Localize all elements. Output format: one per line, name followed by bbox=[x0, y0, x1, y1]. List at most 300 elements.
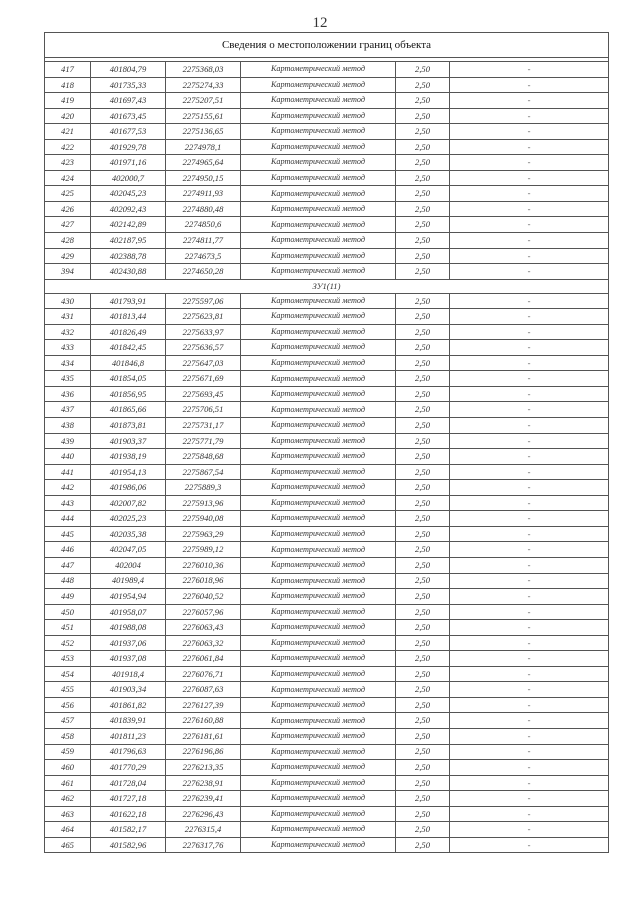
method-cell: Картометрический метод bbox=[241, 542, 396, 558]
x-coordinate-cell: 401770,29 bbox=[91, 760, 166, 776]
description-cell: - bbox=[450, 511, 609, 527]
description-cell: - bbox=[450, 682, 609, 698]
method-cell: Картометрический метод bbox=[241, 744, 396, 760]
x-coordinate-cell: 401673,45 bbox=[91, 108, 166, 124]
accuracy-cell: 2,50 bbox=[396, 464, 450, 480]
x-coordinate-cell: 401903,34 bbox=[91, 682, 166, 698]
table-row bbox=[45, 386, 609, 402]
x-coordinate-cell: 401986,06 bbox=[91, 480, 166, 496]
x-coordinate-cell: 401854,05 bbox=[91, 371, 166, 387]
point-number-cell: 437 bbox=[45, 402, 91, 418]
y-coordinate-cell: 2275207,51 bbox=[166, 93, 241, 109]
point-number-cell: 421 bbox=[45, 124, 91, 140]
table-title-row bbox=[45, 33, 609, 58]
point-number-cell: 453 bbox=[45, 651, 91, 667]
table-row bbox=[45, 604, 609, 620]
x-coordinate-cell: 401989,4 bbox=[91, 573, 166, 589]
accuracy-cell: 2,50 bbox=[396, 542, 450, 558]
method-cell: Картометрический метод bbox=[241, 713, 396, 729]
x-coordinate-cell: 401697,43 bbox=[91, 93, 166, 109]
accuracy-cell: 2,50 bbox=[396, 293, 450, 309]
description-cell: - bbox=[450, 371, 609, 387]
method-cell: Картометрический метод bbox=[241, 791, 396, 807]
description-cell: - bbox=[450, 264, 609, 280]
table-row bbox=[45, 139, 609, 155]
method-cell: Картометрический метод bbox=[241, 155, 396, 171]
point-number-cell: 422 bbox=[45, 139, 91, 155]
method-cell: Картометрический метод bbox=[241, 697, 396, 713]
accuracy-cell: 2,50 bbox=[396, 108, 450, 124]
x-coordinate-cell: 401804,79 bbox=[91, 62, 166, 78]
point-number-cell: 433 bbox=[45, 340, 91, 356]
accuracy-cell: 2,50 bbox=[396, 713, 450, 729]
point-number-cell: 426 bbox=[45, 201, 91, 217]
x-coordinate-cell: 401929,78 bbox=[91, 139, 166, 155]
point-number-cell: 425 bbox=[45, 186, 91, 202]
method-cell: Картометрический метод bbox=[241, 93, 396, 109]
method-cell: Картометрический метод bbox=[241, 495, 396, 511]
x-coordinate-cell: 401903,37 bbox=[91, 433, 166, 449]
y-coordinate-cell: 2276239,41 bbox=[166, 791, 241, 807]
point-number-cell: 451 bbox=[45, 620, 91, 636]
accuracy-cell: 2,50 bbox=[396, 682, 450, 698]
x-coordinate-cell: 401938,19 bbox=[91, 449, 166, 465]
description-cell: - bbox=[450, 760, 609, 776]
point-number-cell: 455 bbox=[45, 682, 91, 698]
y-coordinate-cell: 2275597,06 bbox=[166, 293, 241, 309]
description-cell: - bbox=[450, 744, 609, 760]
table-row bbox=[45, 324, 609, 340]
method-cell: Картометрический метод bbox=[241, 371, 396, 387]
description-cell: - bbox=[450, 806, 609, 822]
accuracy-cell: 2,50 bbox=[396, 666, 450, 682]
description-cell: - bbox=[450, 728, 609, 744]
y-coordinate-cell: 2276213,35 bbox=[166, 760, 241, 776]
point-number-cell: 462 bbox=[45, 791, 91, 807]
method-cell: Картометрический метод bbox=[241, 233, 396, 249]
description-cell: - bbox=[450, 309, 609, 325]
accuracy-cell: 2,50 bbox=[396, 744, 450, 760]
method-cell: Картометрический метод bbox=[241, 139, 396, 155]
x-coordinate-cell: 401873,81 bbox=[91, 418, 166, 434]
table-row bbox=[45, 402, 609, 418]
method-cell: Картометрический метод bbox=[241, 604, 396, 620]
description-cell: - bbox=[450, 62, 609, 78]
point-number-cell: 448 bbox=[45, 573, 91, 589]
accuracy-cell: 2,50 bbox=[396, 233, 450, 249]
method-cell: Картометрический метод bbox=[241, 822, 396, 838]
description-cell: - bbox=[450, 418, 609, 434]
x-coordinate-cell: 401971,16 bbox=[91, 155, 166, 171]
point-number-cell: 444 bbox=[45, 511, 91, 527]
description-cell: - bbox=[450, 77, 609, 93]
y-coordinate-cell: 2275647,03 bbox=[166, 355, 241, 371]
method-cell: Картометрический метод bbox=[241, 108, 396, 124]
table-row bbox=[45, 495, 609, 511]
description-cell: - bbox=[450, 557, 609, 573]
table-row bbox=[45, 293, 609, 309]
point-number-cell: 449 bbox=[45, 589, 91, 605]
table-row bbox=[45, 511, 609, 527]
table-row bbox=[45, 760, 609, 776]
description-cell: - bbox=[450, 822, 609, 838]
accuracy-cell: 2,50 bbox=[396, 186, 450, 202]
accuracy-cell: 2,50 bbox=[396, 589, 450, 605]
x-coordinate-cell: 401811,23 bbox=[91, 728, 166, 744]
y-coordinate-cell: 2275889,3 bbox=[166, 480, 241, 496]
point-number-cell: 454 bbox=[45, 666, 91, 682]
method-cell: Картометрический метод bbox=[241, 77, 396, 93]
accuracy-cell: 2,50 bbox=[396, 449, 450, 465]
accuracy-cell: 2,50 bbox=[396, 93, 450, 109]
method-cell: Картометрический метод bbox=[241, 449, 396, 465]
method-cell: Картометрический метод bbox=[241, 386, 396, 402]
x-coordinate-cell: 401735,33 bbox=[91, 77, 166, 93]
method-cell: Картометрический метод bbox=[241, 248, 396, 264]
accuracy-cell: 2,50 bbox=[396, 371, 450, 387]
table-row bbox=[45, 728, 609, 744]
accuracy-cell: 2,50 bbox=[396, 697, 450, 713]
method-cell: Картометрический метод bbox=[241, 728, 396, 744]
point-number-cell: 463 bbox=[45, 806, 91, 822]
description-cell: - bbox=[450, 93, 609, 109]
x-coordinate-cell: 401582,17 bbox=[91, 822, 166, 838]
description-cell: - bbox=[450, 233, 609, 249]
description-cell: - bbox=[450, 651, 609, 667]
y-coordinate-cell: 2275731,17 bbox=[166, 418, 241, 434]
table-row bbox=[45, 124, 609, 140]
point-number-cell: 428 bbox=[45, 233, 91, 249]
accuracy-cell: 2,50 bbox=[396, 248, 450, 264]
method-cell: Картометрический метод bbox=[241, 124, 396, 140]
point-number-cell: 432 bbox=[45, 324, 91, 340]
x-coordinate-cell: 401937,08 bbox=[91, 651, 166, 667]
point-number-cell: 423 bbox=[45, 155, 91, 171]
boundary-coordinates-table bbox=[44, 32, 609, 853]
y-coordinate-cell: 2275913,96 bbox=[166, 495, 241, 511]
table-row bbox=[45, 557, 609, 573]
table-row bbox=[45, 248, 609, 264]
method-cell: Картометрический метод bbox=[241, 201, 396, 217]
x-coordinate-cell: 402007,82 bbox=[91, 495, 166, 511]
description-cell: - bbox=[450, 495, 609, 511]
y-coordinate-cell: 2276087,63 bbox=[166, 682, 241, 698]
method-cell: Картометрический метод bbox=[241, 806, 396, 822]
accuracy-cell: 2,50 bbox=[396, 526, 450, 542]
y-coordinate-cell: 2276196,86 bbox=[166, 744, 241, 760]
method-cell: Картометрический метод bbox=[241, 340, 396, 356]
y-coordinate-cell: 2276018,96 bbox=[166, 573, 241, 589]
x-coordinate-cell: 402187,95 bbox=[91, 233, 166, 249]
method-cell: Картометрический метод bbox=[241, 293, 396, 309]
table-row bbox=[45, 666, 609, 682]
description-cell: - bbox=[450, 108, 609, 124]
accuracy-cell: 2,50 bbox=[396, 760, 450, 776]
x-coordinate-cell: 402035,38 bbox=[91, 526, 166, 542]
x-coordinate-cell: 401918,4 bbox=[91, 666, 166, 682]
method-cell: Картометрический метод bbox=[241, 433, 396, 449]
group-label: ЗУ1(11) bbox=[45, 279, 609, 293]
y-coordinate-cell: 2275136,65 bbox=[166, 124, 241, 140]
accuracy-cell: 2,50 bbox=[396, 635, 450, 651]
y-coordinate-cell: 2275706,51 bbox=[166, 402, 241, 418]
description-cell: - bbox=[450, 464, 609, 480]
y-coordinate-cell: 2276063,43 bbox=[166, 620, 241, 636]
description-cell: - bbox=[450, 124, 609, 140]
x-coordinate-cell: 402430,88 bbox=[91, 264, 166, 280]
table-row bbox=[45, 433, 609, 449]
x-coordinate-cell: 401861,82 bbox=[91, 697, 166, 713]
table-row bbox=[45, 217, 609, 233]
y-coordinate-cell: 2275989,12 bbox=[166, 542, 241, 558]
description-cell: - bbox=[450, 526, 609, 542]
point-number-cell: 441 bbox=[45, 464, 91, 480]
description-cell: - bbox=[450, 837, 609, 853]
description-cell: - bbox=[450, 697, 609, 713]
accuracy-cell: 2,50 bbox=[396, 775, 450, 791]
table-row bbox=[45, 620, 609, 636]
method-cell: Картометрический метод bbox=[241, 837, 396, 853]
point-number-cell: 427 bbox=[45, 217, 91, 233]
x-coordinate-cell: 401796,63 bbox=[91, 744, 166, 760]
point-number-cell: 419 bbox=[45, 93, 91, 109]
accuracy-cell: 2,50 bbox=[396, 604, 450, 620]
point-number-cell: 424 bbox=[45, 170, 91, 186]
x-coordinate-cell: 401582,96 bbox=[91, 837, 166, 853]
x-coordinate-cell: 401842,45 bbox=[91, 340, 166, 356]
accuracy-cell: 2,50 bbox=[396, 418, 450, 434]
method-cell: Картометрический метод bbox=[241, 418, 396, 434]
y-coordinate-cell: 2275671,69 bbox=[166, 371, 241, 387]
y-coordinate-cell: 2274673,5 bbox=[166, 248, 241, 264]
y-coordinate-cell: 2274880,48 bbox=[166, 201, 241, 217]
description-cell: - bbox=[450, 666, 609, 682]
point-number-cell: 445 bbox=[45, 526, 91, 542]
description-cell: - bbox=[450, 155, 609, 171]
x-coordinate-cell: 401677,53 bbox=[91, 124, 166, 140]
method-cell: Картометрический метод bbox=[241, 355, 396, 371]
y-coordinate-cell: 2274978,1 bbox=[166, 139, 241, 155]
description-cell: - bbox=[450, 791, 609, 807]
description-cell: - bbox=[450, 589, 609, 605]
point-number-cell: 443 bbox=[45, 495, 91, 511]
accuracy-cell: 2,50 bbox=[396, 217, 450, 233]
accuracy-cell: 2,50 bbox=[396, 433, 450, 449]
table-row bbox=[45, 651, 609, 667]
accuracy-cell: 2,50 bbox=[396, 791, 450, 807]
y-coordinate-cell: 2275867,54 bbox=[166, 464, 241, 480]
description-cell: - bbox=[450, 386, 609, 402]
accuracy-cell: 2,50 bbox=[396, 355, 450, 371]
description-cell: - bbox=[450, 449, 609, 465]
accuracy-cell: 2,50 bbox=[396, 837, 450, 853]
y-coordinate-cell: 2275848,68 bbox=[166, 449, 241, 465]
y-coordinate-cell: 2276057,96 bbox=[166, 604, 241, 620]
point-number-cell: 420 bbox=[45, 108, 91, 124]
method-cell: Картометрический метод bbox=[241, 651, 396, 667]
y-coordinate-cell: 2275623,81 bbox=[166, 309, 241, 325]
table-row bbox=[45, 309, 609, 325]
y-coordinate-cell: 2276315,4 bbox=[166, 822, 241, 838]
point-number-cell: 446 bbox=[45, 542, 91, 558]
description-cell: - bbox=[450, 139, 609, 155]
method-cell: Картометрический метод bbox=[241, 775, 396, 791]
point-number-cell: 442 bbox=[45, 480, 91, 496]
method-cell: Картометрический метод bbox=[241, 186, 396, 202]
x-coordinate-cell: 402025,23 bbox=[91, 511, 166, 527]
method-cell: Картометрический метод bbox=[241, 666, 396, 682]
y-coordinate-cell: 2275771,79 bbox=[166, 433, 241, 449]
accuracy-cell: 2,50 bbox=[396, 124, 450, 140]
x-coordinate-cell: 402004 bbox=[91, 557, 166, 573]
table-row bbox=[45, 480, 609, 496]
description-cell: - bbox=[450, 713, 609, 729]
y-coordinate-cell: 2274950,15 bbox=[166, 170, 241, 186]
table-row bbox=[45, 697, 609, 713]
y-coordinate-cell: 2274650,28 bbox=[166, 264, 241, 280]
x-coordinate-cell: 402142,89 bbox=[91, 217, 166, 233]
x-coordinate-cell: 402092,43 bbox=[91, 201, 166, 217]
method-cell: Картометрический метод bbox=[241, 62, 396, 78]
method-cell: Картометрический метод bbox=[241, 635, 396, 651]
x-coordinate-cell: 401958,07 bbox=[91, 604, 166, 620]
x-coordinate-cell: 402045,23 bbox=[91, 186, 166, 202]
table-row bbox=[45, 355, 609, 371]
table-row bbox=[45, 589, 609, 605]
x-coordinate-cell: 401937,06 bbox=[91, 635, 166, 651]
point-number-cell: 452 bbox=[45, 635, 91, 651]
table-row bbox=[45, 170, 609, 186]
y-coordinate-cell: 2276238,91 bbox=[166, 775, 241, 791]
table-row bbox=[45, 806, 609, 822]
x-coordinate-cell: 401865,66 bbox=[91, 402, 166, 418]
table-row bbox=[45, 264, 609, 280]
y-coordinate-cell: 2275963,29 bbox=[166, 526, 241, 542]
x-coordinate-cell: 401954,13 bbox=[91, 464, 166, 480]
method-cell: Картометрический метод bbox=[241, 402, 396, 418]
point-number-cell: 417 bbox=[45, 62, 91, 78]
y-coordinate-cell: 2275636,57 bbox=[166, 340, 241, 356]
accuracy-cell: 2,50 bbox=[396, 402, 450, 418]
table-title: Сведения о местоположении границ объекта bbox=[45, 33, 609, 58]
y-coordinate-cell: 2276160,88 bbox=[166, 713, 241, 729]
table-row bbox=[45, 93, 609, 109]
table-row bbox=[45, 186, 609, 202]
y-coordinate-cell: 2276127,39 bbox=[166, 697, 241, 713]
y-coordinate-cell: 2276076,71 bbox=[166, 666, 241, 682]
description-cell: - bbox=[450, 170, 609, 186]
y-coordinate-cell: 2274850,6 bbox=[166, 217, 241, 233]
description-cell: - bbox=[450, 775, 609, 791]
accuracy-cell: 2,50 bbox=[396, 386, 450, 402]
y-coordinate-cell: 2275633,97 bbox=[166, 324, 241, 340]
method-cell: Картометрический метод bbox=[241, 324, 396, 340]
table-row bbox=[45, 108, 609, 124]
description-cell: - bbox=[450, 620, 609, 636]
description-cell: - bbox=[450, 201, 609, 217]
accuracy-cell: 2,50 bbox=[396, 340, 450, 356]
table-row bbox=[45, 449, 609, 465]
description-cell: - bbox=[450, 355, 609, 371]
y-coordinate-cell: 2275155,61 bbox=[166, 108, 241, 124]
description-cell: - bbox=[450, 248, 609, 264]
point-number-cell: 435 bbox=[45, 371, 91, 387]
point-number-cell: 450 bbox=[45, 604, 91, 620]
table-body bbox=[45, 33, 609, 853]
description-cell: - bbox=[450, 433, 609, 449]
table-row bbox=[45, 837, 609, 853]
accuracy-cell: 2,50 bbox=[396, 511, 450, 527]
y-coordinate-cell: 2274911,93 bbox=[166, 186, 241, 202]
table-row bbox=[45, 713, 609, 729]
accuracy-cell: 2,50 bbox=[396, 170, 450, 186]
table-row bbox=[45, 77, 609, 93]
table-row bbox=[45, 822, 609, 838]
table-row bbox=[45, 62, 609, 78]
x-coordinate-cell: 401954,94 bbox=[91, 589, 166, 605]
y-coordinate-cell: 2276061,84 bbox=[166, 651, 241, 667]
y-coordinate-cell: 2274965,64 bbox=[166, 155, 241, 171]
accuracy-cell: 2,50 bbox=[396, 62, 450, 78]
table-row bbox=[45, 418, 609, 434]
point-number-cell: 460 bbox=[45, 760, 91, 776]
x-coordinate-cell: 402047,05 bbox=[91, 542, 166, 558]
x-coordinate-cell: 401727,18 bbox=[91, 791, 166, 807]
x-coordinate-cell: 401826,49 bbox=[91, 324, 166, 340]
table-row bbox=[45, 464, 609, 480]
y-coordinate-cell: 2274811,77 bbox=[166, 233, 241, 249]
x-coordinate-cell: 401793,91 bbox=[91, 293, 166, 309]
description-cell: - bbox=[450, 217, 609, 233]
point-number-cell: 456 bbox=[45, 697, 91, 713]
table-row bbox=[45, 744, 609, 760]
method-cell: Картометрический метод bbox=[241, 217, 396, 233]
x-coordinate-cell: 401813,44 bbox=[91, 309, 166, 325]
method-cell: Картометрический метод bbox=[241, 760, 396, 776]
method-cell: Картометрический метод bbox=[241, 170, 396, 186]
x-coordinate-cell: 401846,8 bbox=[91, 355, 166, 371]
point-number-cell: 430 bbox=[45, 293, 91, 309]
point-number-cell: 436 bbox=[45, 386, 91, 402]
y-coordinate-cell: 2275693,45 bbox=[166, 386, 241, 402]
accuracy-cell: 2,50 bbox=[396, 139, 450, 155]
table-row bbox=[45, 635, 609, 651]
y-coordinate-cell: 2276296,43 bbox=[166, 806, 241, 822]
description-cell: - bbox=[450, 480, 609, 496]
accuracy-cell: 2,50 bbox=[396, 620, 450, 636]
table-row bbox=[45, 791, 609, 807]
accuracy-cell: 2,50 bbox=[396, 806, 450, 822]
description-cell: - bbox=[450, 402, 609, 418]
accuracy-cell: 2,50 bbox=[396, 155, 450, 171]
point-number-cell: 440 bbox=[45, 449, 91, 465]
y-coordinate-cell: 2276040,52 bbox=[166, 589, 241, 605]
table-row bbox=[45, 201, 609, 217]
description-cell: - bbox=[450, 293, 609, 309]
table-row bbox=[45, 775, 609, 791]
accuracy-cell: 2,50 bbox=[396, 264, 450, 280]
method-cell: Картометрический метод bbox=[241, 511, 396, 527]
point-number-cell: 439 bbox=[45, 433, 91, 449]
x-coordinate-cell: 401988,08 bbox=[91, 620, 166, 636]
description-cell: - bbox=[450, 340, 609, 356]
point-number-cell: 461 bbox=[45, 775, 91, 791]
x-coordinate-cell: 401856,95 bbox=[91, 386, 166, 402]
accuracy-cell: 2,50 bbox=[396, 324, 450, 340]
description-cell: - bbox=[450, 635, 609, 651]
method-cell: Картометрический метод bbox=[241, 526, 396, 542]
point-number-cell: 418 bbox=[45, 77, 91, 93]
